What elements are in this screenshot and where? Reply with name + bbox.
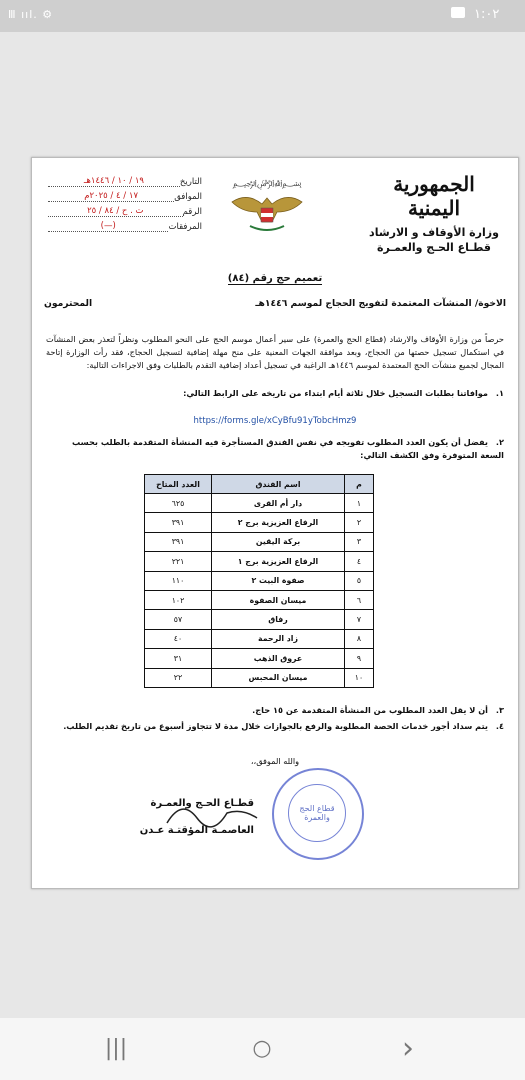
table-row: ٥ صفوة البيت ٢ ١١٠: [145, 571, 374, 590]
system-nav-bar: [0, 1018, 525, 1080]
closing-line: والله الموفق،،: [250, 756, 300, 766]
message-icon: [451, 7, 465, 18]
recents-button[interactable]: |||: [104, 1035, 128, 1061]
ministry-name: وزارة الأوقاف و الارشاد: [369, 226, 499, 239]
table-row: ١٠ ميسان المحبس ٢٢: [145, 668, 374, 687]
intro-paragraph: حرصاً من وزارة الأوقاف والارشاد (قطاع الحج والعمرة) على سير أعمال موسم الحج على النحو المطلوب ونظراً لتعذر بعض المنشآت في استكمال تسجيل حصتها من الحجاج، وبعد موافقة الجهات المعنية على منح مهلة إضافية لتسجيل الحجاج، فقد رأت الوزارة إتاحة المجال لجميع منشآت الحج المعتمدة لموسم ١٤٤٦هـ الراغبة في تسجيل أعداد إضافية التقدم بالطلبات وفق الاجراءات التالية:: [46, 334, 504, 370]
table-header-row: م اسم الفندق العدد المتاح: [145, 475, 374, 494]
home-button[interactable]: ○: [252, 1035, 272, 1061]
registration-link[interactable]: https://forms.gle/xCyBfu91yTobcHmz9: [193, 416, 357, 426]
table-row: ٦ ميسان الصفوة ١٠٢: [145, 590, 374, 609]
table-row: ٩ عروق الذهب ٣١: [145, 649, 374, 668]
corresponding-value: ١٧ / ٤ / ٢٠٢٥م: [48, 191, 174, 202]
circular-title: تعميم حج رقم (٨٤): [227, 273, 323, 284]
signature-city: العاصمـة المؤقتـة عـدن: [139, 825, 254, 836]
svg-text:﷽: ﷽: [232, 179, 302, 189]
document-page: [31, 157, 519, 889]
signature-sector: قطـاع الحـج والعمـرة: [150, 798, 254, 809]
number-value: ت . ح / ٨٤ / ٢٥: [48, 206, 183, 217]
official-stamp-icon: قطاع الحج والعمرة: [272, 768, 364, 860]
list-item: ٣.أن لا يقل العدد المطلوب من المنشأة المتقدمة عن ١٥ حاج.: [252, 705, 504, 715]
table-row: ٨ زاد الرحمة ٤٠: [145, 629, 374, 648]
document-meta: التاريخ ١٩ / ١٠ / ١٤٤٦هـ الموافق ١٧ / ٤ / ٢٠٢٥م الرقم ت . ح / ٨٤ / ٢٥ المرفقات (—): [42, 174, 202, 234]
sector-name: قطـاع الحـج والعمـرة: [377, 241, 491, 254]
back-button[interactable]: ›: [402, 1030, 414, 1066]
republic-title: الجمهورية اليمنية: [393, 172, 475, 220]
signal-icons: Ⅲ ııl. ⚙: [8, 8, 54, 21]
table-row: ٢ الرفاع العزيزية برج ٢ ٣٩١: [145, 513, 374, 532]
attachments-value: (—): [48, 221, 168, 232]
list-item: ١.موافاتنا بطلبات التسجيل خلال ثلاثة أيام ابتداء من تاريخه على الرابط التالي:: [183, 388, 504, 398]
table-row: ٤ الرفاع العزيزية برج ١ ٢٢١: [145, 552, 374, 571]
address-honorific: المحترمون: [44, 298, 93, 309]
list-item: ٤.يتم سداد أجور خدمات الحصة المطلوبة والرفع بالجوازات خلال مدة لا تتجاوز أسبوع من تاريخ تقديم الطلب.: [63, 721, 504, 731]
hotels-table: [144, 474, 374, 688]
table-row: ٣ بركة اليقين ٣٩١: [145, 532, 374, 551]
signature-block: [54, 798, 254, 852]
list-item: ٢.يفضل أن يكون العدد المطلوب تفويجه في نفس الفندق المستأجرة فيه المنشأة المتقدمة بالطلب بحسب السعة المتوفرة وفق الكشف التالي:: [72, 437, 504, 460]
status-bar: [0, 0, 525, 32]
date-value: ١٩ / ١٠ / ١٤٤٦هـ: [48, 176, 180, 187]
table-row: ١ دار أم القرى ٦٢٥: [145, 494, 374, 513]
table-row: ٧ رفاق ٥٧: [145, 610, 374, 629]
address-line: [44, 298, 506, 309]
address-recipients: الاخوة/ المنشآت المعتمدة لتفويج الحجاج لموسم ١٤٤٦هـ: [255, 298, 506, 309]
letterhead: [364, 172, 504, 254]
status-time: ١:٠٢: [474, 7, 500, 22]
eagle-emblem-icon: [222, 172, 312, 242]
